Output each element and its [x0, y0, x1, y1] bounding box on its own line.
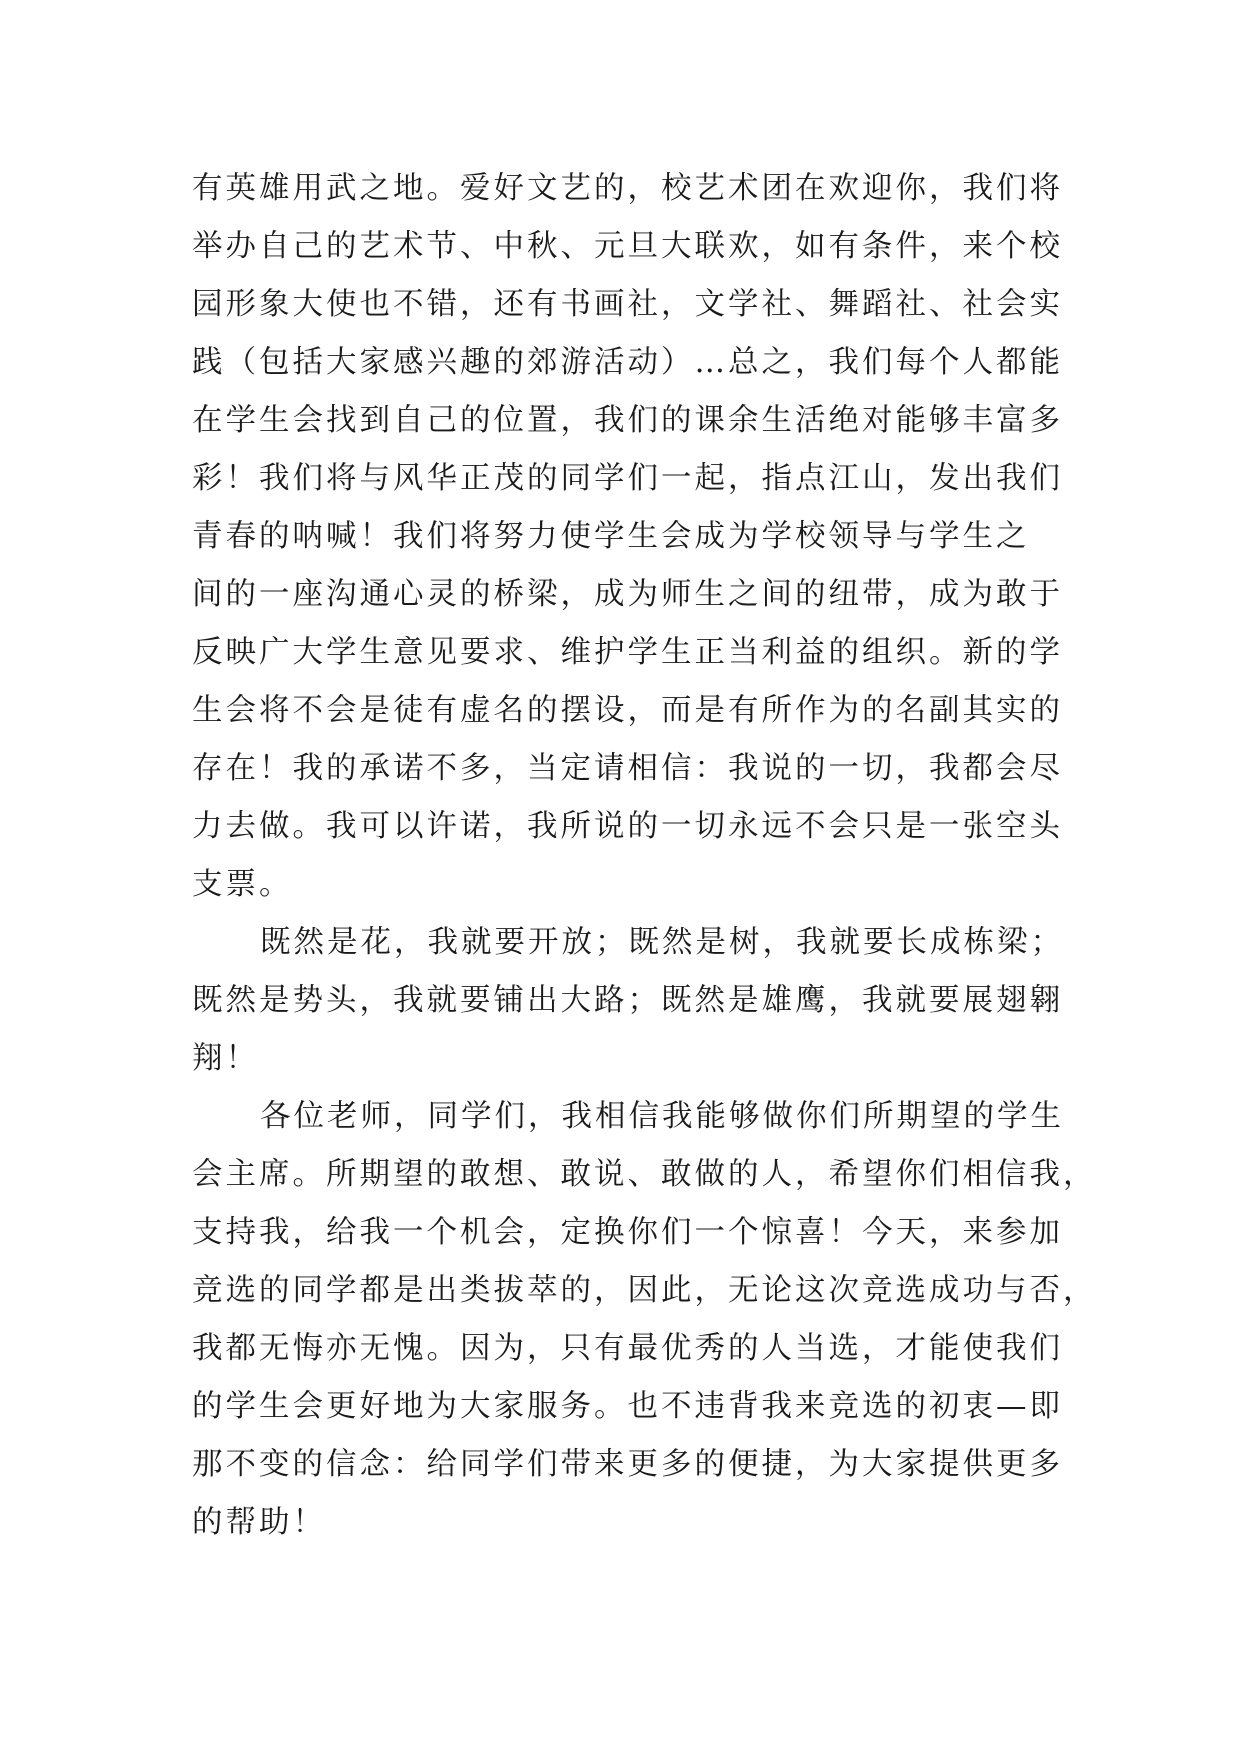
- text-line: 各位老师，同学们，我相信我能够做你们所期望的学生: [260, 1099, 1064, 1134]
- text-line: 的帮助！: [192, 1505, 326, 1540]
- text-line: 有英雄用武之地。爱好文艺的，校艺术团在欢迎你，我们将: [192, 171, 1063, 206]
- text-line: 生会将不会是徒有虚名的摆设，而是有所作为的名副其实的: [192, 693, 1063, 728]
- text-line: 力去做。我可以许诺，我所说的一切永远不会只是一张空头: [192, 809, 1063, 844]
- text-line: 的学生会更好地为大家服务。也不违背我来竞选的初衷—即: [192, 1389, 1063, 1424]
- text-line: 我都无悔亦无愧。因为，只有最优秀的人当选，才能使我们: [192, 1331, 1063, 1366]
- text-line: 园形象大使也不错，还有书画社，文学社、舞蹈社、社会实: [192, 287, 1063, 322]
- text-line: 会主席。所期望的敢想、敢说、敢做的人，希望你们相信我，: [192, 1157, 1097, 1192]
- text-line: 间的一座沟通心灵的桥梁，成为师生之间的纽带，成为敢于: [192, 577, 1063, 612]
- text-line: 反映广大学生意见要求、维护学生正当利益的组织。新的学: [192, 635, 1063, 670]
- text-line: 举办自己的艺术节、中秋、元旦大联欢，如有条件，来个校: [192, 229, 1063, 264]
- text-line: 存在！我的承诺不多，当定请相信：我说的一切，我都会尽: [192, 751, 1063, 786]
- text-line: 翔！: [192, 1041, 259, 1076]
- text-line: 既然是势头，我就要铺出大路；既然是雄鹰，我就要展翅翱: [192, 983, 1063, 1018]
- text-line: 彩！我们将与风华正茂的同学们一起，指点江山，发出我们: [192, 461, 1063, 496]
- text-line: 支票。: [192, 867, 293, 902]
- document-body: [192, 160, 1097, 1552]
- text-line: 那不变的信念：给同学们带来更多的便捷，为大家提供更多: [192, 1447, 1063, 1482]
- text-line: 在学生会找到自己的位置，我们的课余生活绝对能够丰富多: [192, 403, 1063, 438]
- text-line: 既然是花，我就要开放；既然是树，我就要长成栋梁；: [260, 925, 1064, 960]
- text-line: 青春的呐喊！我们将努力使学生会成为学校领导与学生之: [192, 519, 1030, 554]
- text-line: 支持我，给我一个机会，定换你们一个惊喜！今天，来参加: [192, 1215, 1063, 1250]
- text-line: 践（包括大家感兴趣的郊游活动）…总之，我们每个人都能: [192, 345, 1063, 380]
- text-line: 竞选的同学都是出类拔萃的，因此，无论这次竞选成功与否，: [192, 1273, 1097, 1308]
